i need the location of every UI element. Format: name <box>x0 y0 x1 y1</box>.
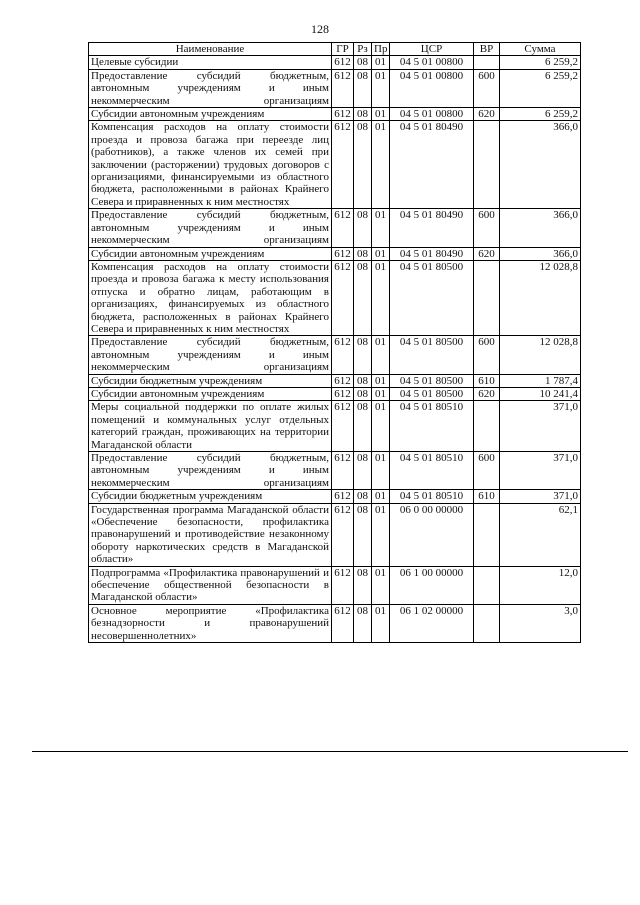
row-sum: 371,0 <box>500 401 581 452</box>
row-sum: 12,0 <box>500 566 581 604</box>
row-rz: 08 <box>354 247 372 260</box>
table-row <box>89 566 581 604</box>
row-vr <box>474 121 500 209</box>
row-gr: 612 <box>332 56 354 69</box>
row-rz: 08 <box>354 121 372 209</box>
row-vr <box>474 401 500 452</box>
row-gr: 612 <box>332 387 354 400</box>
row-rz: 08 <box>354 69 372 107</box>
row-vr: 600 <box>474 452 500 490</box>
row-vr <box>474 56 500 69</box>
row-gr: 612 <box>332 503 354 566</box>
row-name: Целевые субсидии <box>89 56 332 69</box>
row-pr: 01 <box>372 260 390 335</box>
row-csr: 06 0 00 00000 <box>390 503 474 566</box>
row-vr: 610 <box>474 374 500 387</box>
row-sum: 366,0 <box>500 247 581 260</box>
row-gr: 612 <box>332 247 354 260</box>
row-gr: 612 <box>332 374 354 387</box>
row-csr: 04 5 01 80490 <box>390 247 474 260</box>
row-gr: 612 <box>332 336 354 374</box>
row-csr: 06 1 00 00000 <box>390 566 474 604</box>
row-pr: 01 <box>372 387 390 400</box>
row-name: Предоставление субсидий бюджетным, автономным учреждениям и иным некоммерческим организациям <box>89 336 332 374</box>
row-csr: 04 5 01 80500 <box>390 374 474 387</box>
row-name: Предоставление субсидий бюджетным, автономным учреждениям и иным некоммерческим организациям <box>89 452 332 490</box>
row-pr: 01 <box>372 336 390 374</box>
row-rz: 08 <box>354 209 372 247</box>
row-sum: 366,0 <box>500 121 581 209</box>
row-sum: 62,1 <box>500 503 581 566</box>
table-row <box>89 387 581 400</box>
row-csr: 04 5 01 80510 <box>390 490 474 503</box>
row-vr <box>474 604 500 642</box>
row-gr: 612 <box>332 490 354 503</box>
row-gr: 612 <box>332 604 354 642</box>
row-name: Меры социальной поддержки по оплате жилых помещений и коммунальных услуг отдельных категорий граждан, проживающих на территории Магаданской области <box>89 401 332 452</box>
row-sum: 366,0 <box>500 209 581 247</box>
row-vr: 620 <box>474 247 500 260</box>
row-name: Предоставление субсидий бюджетным, автономным учреждениям и иным некоммерческим организациям <box>89 209 332 247</box>
row-pr: 01 <box>372 566 390 604</box>
row-name: Компенсация расходов на оплату стоимости проезда и провоза багажа к месту использования отпуска и обратно лицам, работающим в организациях, финансируемых из областного бюджета, расположенных в районах Крайнего Севера и приравненных к ним местностях <box>89 260 332 335</box>
row-gr: 612 <box>332 260 354 335</box>
row-name: Компенсация расходов на оплату стоимости проезда и провоза багажа при переезде лиц (работников), а также членов их семей при заключении (расторжении) трудовых договоров с организациями, финансируемыми из областного бюджета, расположенными в районах Крайнего Севера и приравненных к ним местностях <box>89 121 332 209</box>
row-rz: 08 <box>354 387 372 400</box>
row-sum: 1 787,4 <box>500 374 581 387</box>
table-row <box>89 247 581 260</box>
row-pr: 01 <box>372 452 390 490</box>
row-pr: 01 <box>372 69 390 107</box>
row-pr: 01 <box>372 209 390 247</box>
row-csr: 04 5 01 80500 <box>390 336 474 374</box>
row-csr: 04 5 01 80510 <box>390 452 474 490</box>
row-vr: 600 <box>474 209 500 247</box>
header-gr: ГР <box>332 43 354 56</box>
row-sum: 3,0 <box>500 604 581 642</box>
row-gr: 612 <box>332 121 354 209</box>
table-row <box>89 121 581 209</box>
row-vr: 600 <box>474 336 500 374</box>
row-pr: 01 <box>372 503 390 566</box>
table-row <box>89 69 581 107</box>
row-gr: 612 <box>332 108 354 121</box>
row-rz: 08 <box>354 108 372 121</box>
table-row <box>89 490 581 503</box>
row-pr: 01 <box>372 121 390 209</box>
table-row <box>89 336 581 374</box>
row-sum: 6 259,2 <box>500 56 581 69</box>
row-rz: 08 <box>354 490 372 503</box>
row-name: Субсидии бюджетным учреждениям <box>89 374 332 387</box>
row-name: Предоставление субсидий бюджетным, автономным учреждениям и иным некоммерческим организациям <box>89 69 332 107</box>
row-pr: 01 <box>372 56 390 69</box>
row-csr: 04 5 01 00800 <box>390 108 474 121</box>
row-csr: 04 5 01 80510 <box>390 401 474 452</box>
row-sum: 371,0 <box>500 490 581 503</box>
row-sum: 371,0 <box>500 452 581 490</box>
row-pr: 01 <box>372 490 390 503</box>
table-row <box>89 108 581 121</box>
row-name: Подпрограмма «Профилактика правонарушений и обеспечение общественной безопасности в Магаданской области» <box>89 566 332 604</box>
table-row <box>89 452 581 490</box>
row-vr <box>474 260 500 335</box>
row-sum: 6 259,2 <box>500 108 581 121</box>
row-rz: 08 <box>354 452 372 490</box>
header-pr: Пр <box>372 43 390 56</box>
row-vr <box>474 566 500 604</box>
row-rz: 08 <box>354 604 372 642</box>
row-pr: 01 <box>372 108 390 121</box>
row-sum: 10 241,4 <box>500 387 581 400</box>
row-name: Субсидии бюджетным учреждениям <box>89 490 332 503</box>
table-row <box>89 604 581 642</box>
row-name: Субсидии автономным учреждениям <box>89 247 332 260</box>
row-rz: 08 <box>354 566 372 604</box>
table-row <box>89 209 581 247</box>
row-rz: 08 <box>354 336 372 374</box>
footer-divider-line <box>32 751 628 752</box>
row-csr: 06 1 02 00000 <box>390 604 474 642</box>
table-row <box>89 503 581 566</box>
header-rz: Рз <box>354 43 372 56</box>
header-name: Наименование <box>89 43 332 56</box>
row-gr: 612 <box>332 209 354 247</box>
row-pr: 01 <box>372 374 390 387</box>
row-csr: 04 5 01 00800 <box>390 56 474 69</box>
row-rz: 08 <box>354 503 372 566</box>
row-name: Государственная программа Магаданской области «Обеспечение безопасности, профилактика правонарушений и противодействие незаконному обороту наркотических средств в Магаданской области» <box>89 503 332 566</box>
table-row <box>89 260 581 335</box>
row-rz: 08 <box>354 56 372 69</box>
row-sum: 12 028,8 <box>500 336 581 374</box>
row-pr: 01 <box>372 247 390 260</box>
row-name: Субсидии автономным учреждениям <box>89 387 332 400</box>
row-csr: 04 5 01 80500 <box>390 260 474 335</box>
row-vr: 620 <box>474 108 500 121</box>
row-vr: 620 <box>474 387 500 400</box>
row-pr: 01 <box>372 401 390 452</box>
row-name: Субсидии автономным учреждениям <box>89 108 332 121</box>
row-sum: 12 028,8 <box>500 260 581 335</box>
row-csr: 04 5 01 80490 <box>390 209 474 247</box>
row-vr: 610 <box>474 490 500 503</box>
row-vr: 600 <box>474 69 500 107</box>
row-gr: 612 <box>332 452 354 490</box>
row-sum: 6 259,2 <box>500 69 581 107</box>
header-sum: Сумма <box>500 43 581 56</box>
row-rz: 08 <box>354 401 372 452</box>
header-vr: ВР <box>474 43 500 56</box>
row-vr <box>474 503 500 566</box>
row-gr: 612 <box>332 566 354 604</box>
table-row <box>89 56 581 69</box>
row-csr: 04 5 01 80490 <box>390 121 474 209</box>
page-number: 128 <box>311 22 329 36</box>
header-csr: ЦСР <box>390 43 474 56</box>
row-gr: 612 <box>332 401 354 452</box>
row-pr: 01 <box>372 604 390 642</box>
row-csr: 04 5 01 00800 <box>390 69 474 107</box>
row-rz: 08 <box>354 260 372 335</box>
table-header-row <box>89 43 581 56</box>
row-csr: 04 5 01 80500 <box>390 387 474 400</box>
row-name: Основное мероприятие «Профилактика безнадзорности и правонарушений несовершеннолетних» <box>89 604 332 642</box>
row-gr: 612 <box>332 69 354 107</box>
row-rz: 08 <box>354 374 372 387</box>
table-row <box>89 401 581 452</box>
table-row <box>89 374 581 387</box>
budget-table <box>88 42 581 643</box>
